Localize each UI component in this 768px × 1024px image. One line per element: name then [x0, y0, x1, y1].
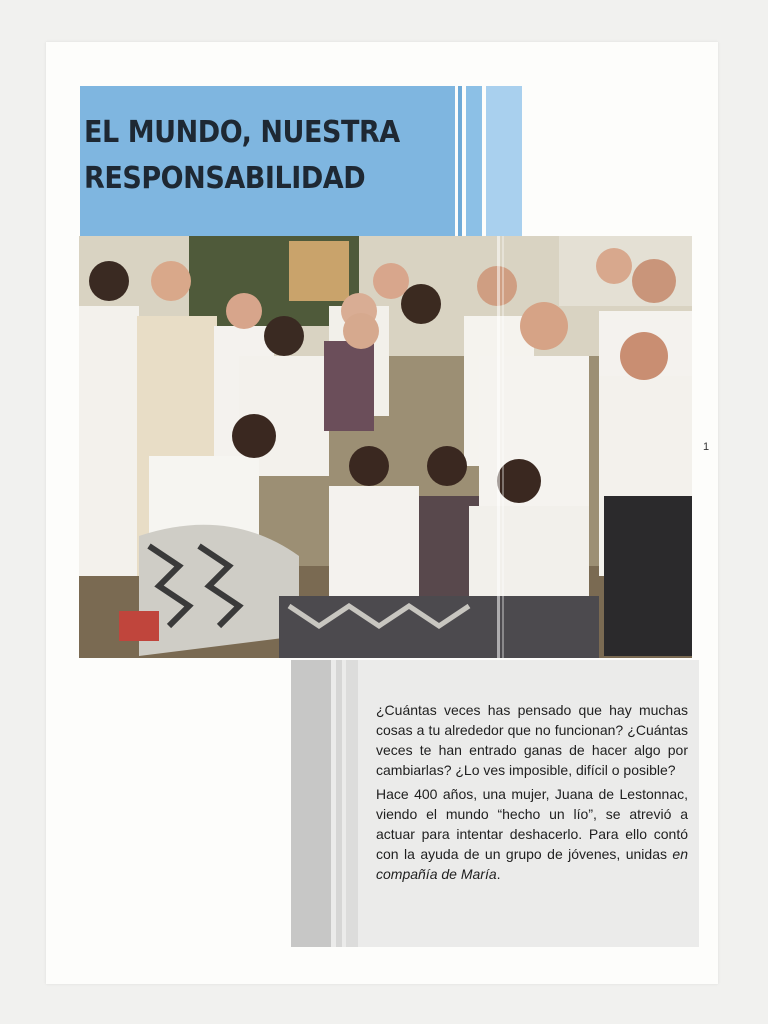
body-text	[376, 700, 688, 888]
paragraph-2-end: .	[496, 866, 501, 882]
title-stripe	[458, 86, 462, 236]
page-number: 1	[703, 441, 710, 453]
panel-stripe	[346, 660, 358, 947]
panel-stripe	[291, 660, 331, 947]
title-stripe	[486, 86, 522, 236]
panel-stripe	[336, 660, 342, 947]
paragraph-2	[376, 784, 688, 884]
page-title	[84, 110, 417, 202]
title-stripe	[466, 86, 482, 236]
paragraph-2-text: Hace 400 años, una mujer, Juana de Lestonnac, viendo el mundo “hecho un lío”, se atrevió a actuar para intentar deshacerlo. Para ello contó con la ayuda de un grupo de jóvenes, unidas	[376, 786, 688, 862]
group-photo	[79, 236, 692, 658]
paragraph-1: ¿Cuántas veces has pensado que hay muchas cosas a tu alrededor que no funcionan? ¿Cuántas veces te han entrado ganas de hacer algo por cambiarlas? ¿Lo ves imposible, difícil o posible?	[376, 702, 688, 778]
group-photo-illustration	[79, 236, 692, 658]
paragraph-2-italic: en compañía de María	[376, 846, 688, 882]
title-line-1: EL MUNDO, NUESTRA	[84, 115, 400, 150]
title-line-2: RESPONSABILIDAD	[84, 161, 366, 196]
